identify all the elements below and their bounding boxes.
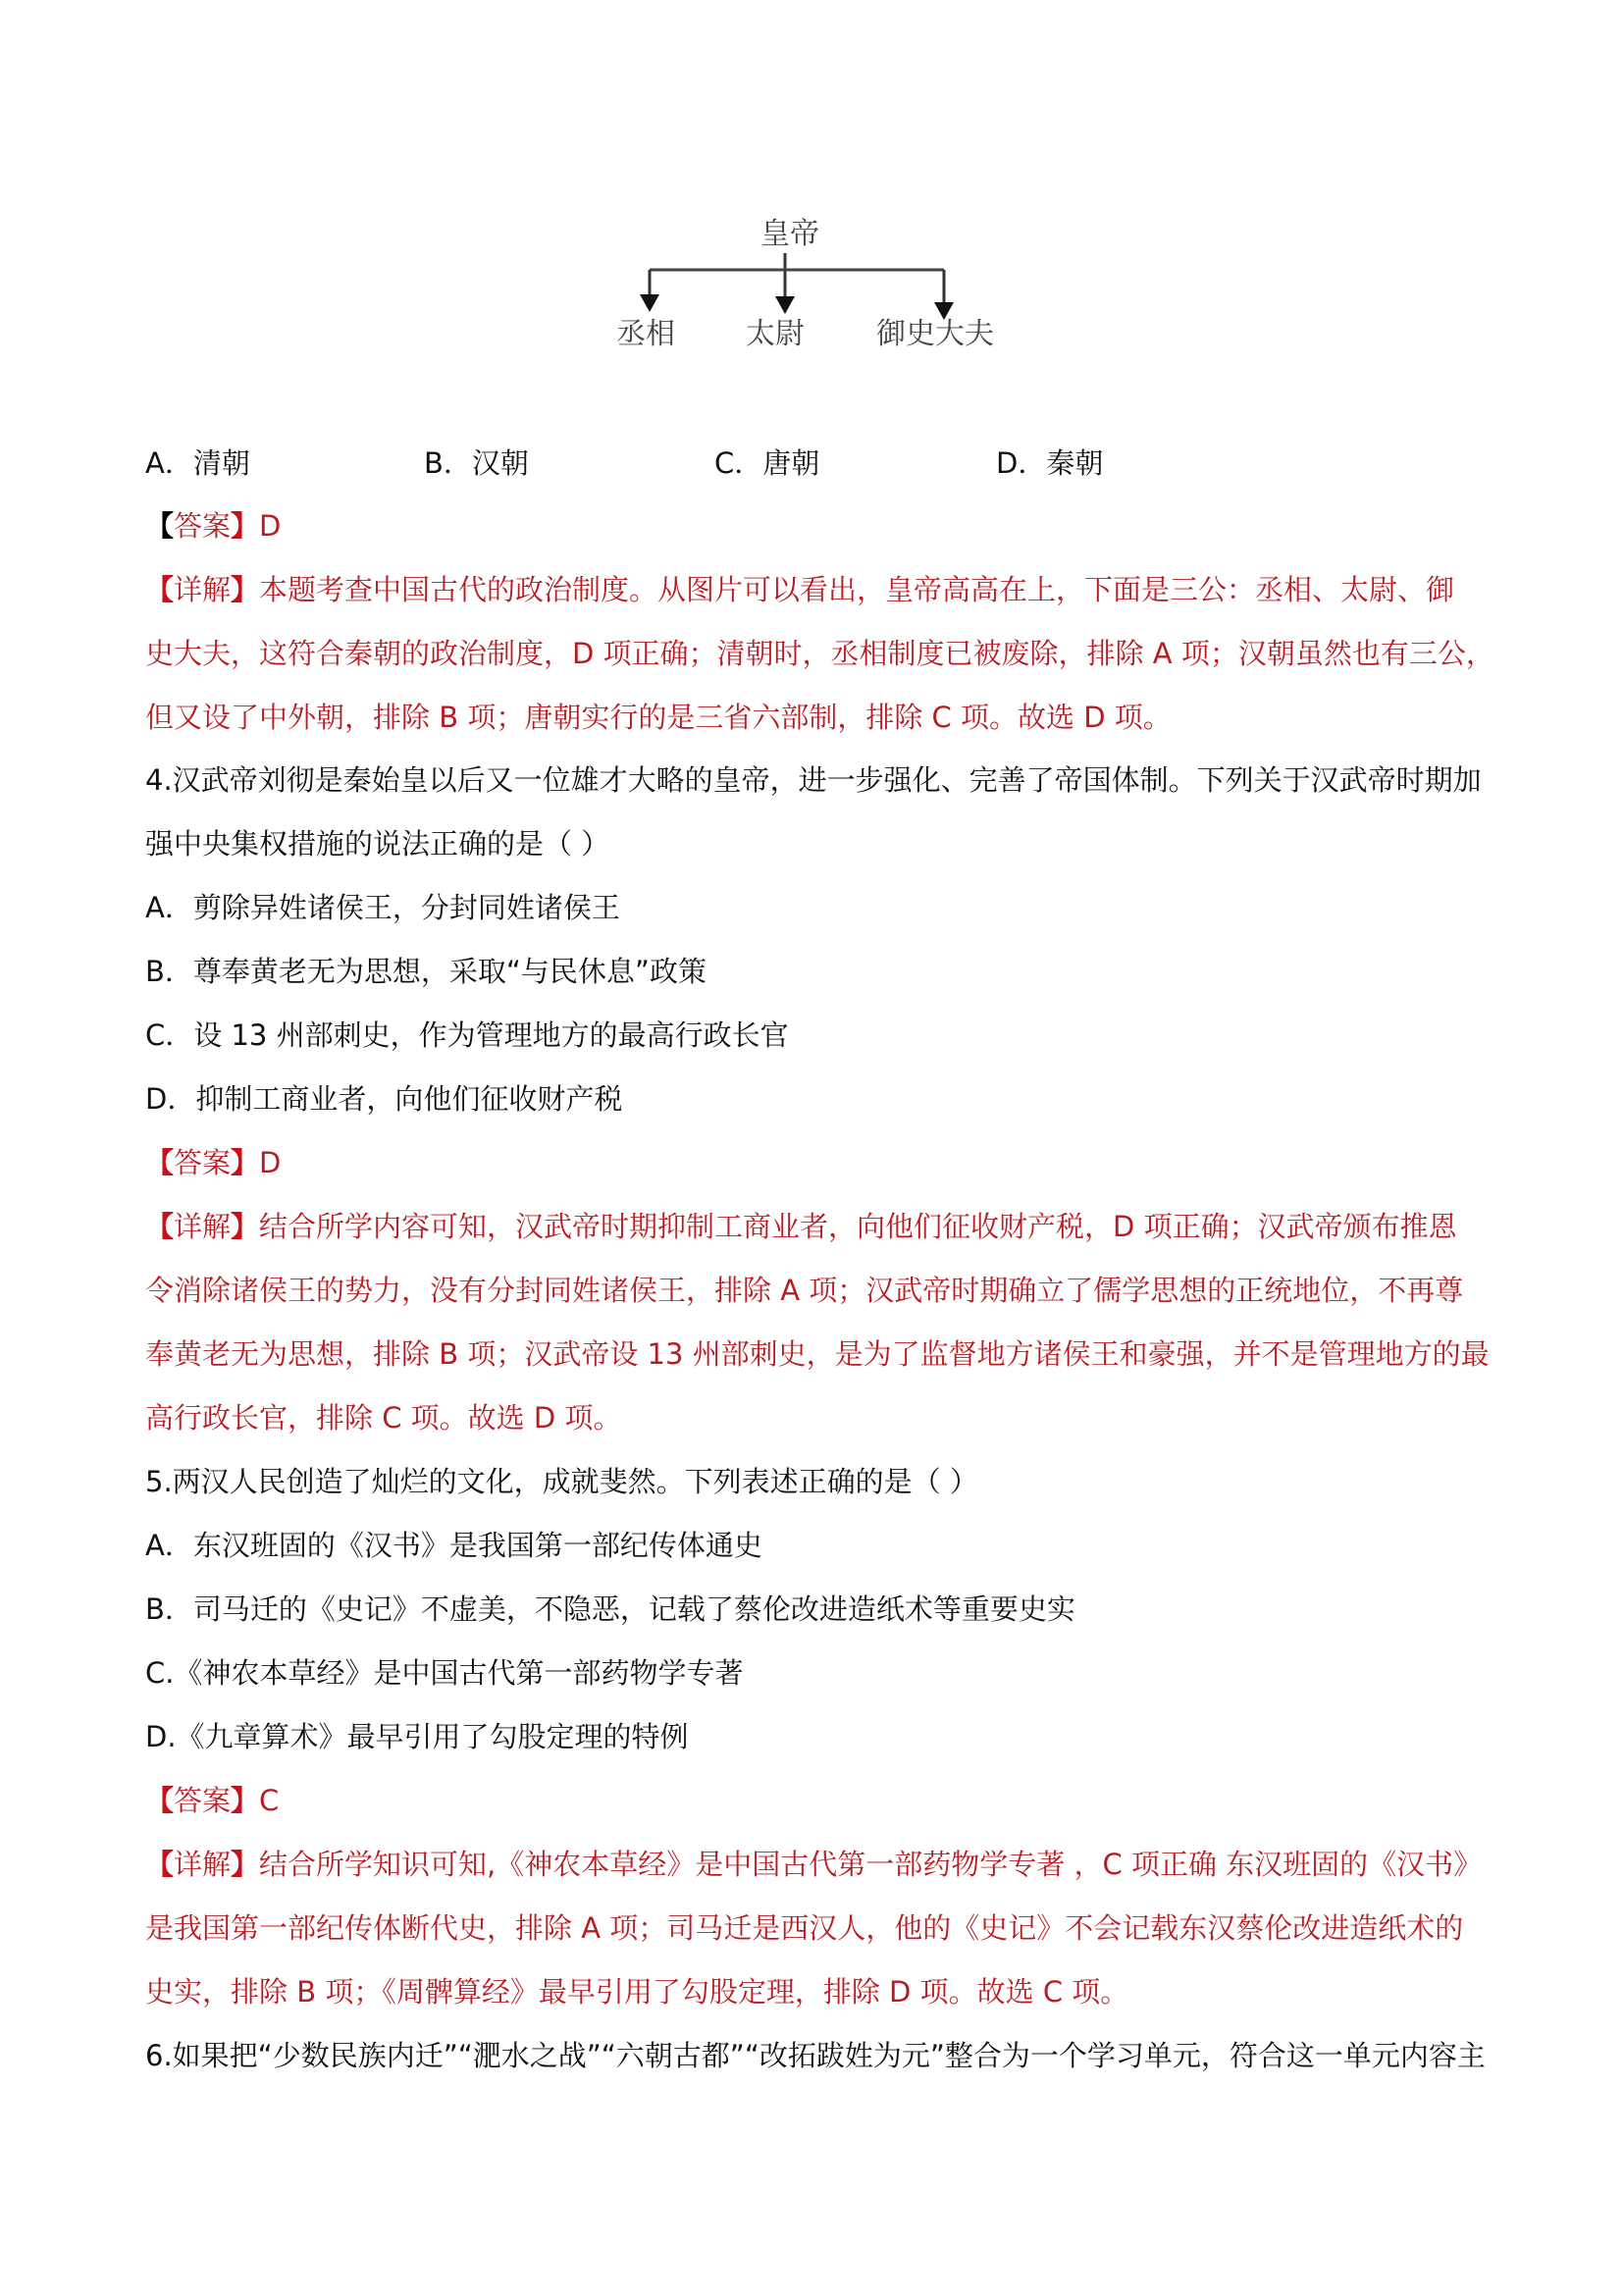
answer-label: 答案 <box>174 509 232 543</box>
q4-explain-line: 高行政长官，排除 C 项。故选 D 项。 <box>145 1401 622 1435</box>
answer-value: C <box>259 1784 280 1817</box>
option-letter: C． <box>714 446 763 480</box>
diagram-root-label: 皇帝 <box>760 217 819 251</box>
q4-stem-line: 4.汉武帝刘彻是秦始皇以后又一位雄才大略的皇帝，进一步强化、完善了帝国体制。下列关于汉武帝时期加 <box>145 763 1482 797</box>
q4-stem-line: 强中央集权措施的说法正确的是（ ） <box>145 827 610 861</box>
q4-option-a[interactable]: A．剪除异姓诸侯王，分封同姓诸侯王 <box>145 891 620 924</box>
explain-label: 详解 <box>174 1210 232 1243</box>
option-letter: A． <box>145 446 193 480</box>
q6-stem: 6.如果把“少数民族内迁”“淝水之战”“六朝古都”“改拓跋姓为元”整合为一个学习单元，符合这一单元内容主 <box>145 2039 1486 2072</box>
q3-explain-line: 史大夫，这符合秦朝的政治制度，D 项正确；清朝时，丞相制度已被废除，排除 A 项；汉朝虽然也有三公， <box>145 637 1494 670</box>
explain-label: 详解 <box>174 1848 232 1881</box>
q4-answer: 【答案】D <box>145 1146 282 1179</box>
option-text: 汉朝 <box>471 446 529 480</box>
q5-option-d[interactable]: D.《九章算术》最早引用了勾股定理的特例 <box>145 1720 689 1753</box>
option-text: 清朝 <box>192 446 250 480</box>
q5-option-a[interactable]: A．东汉班固的《汉书》是我国第一部纪传体通史 <box>145 1529 762 1562</box>
q5-explain-line: 史实，排除 B 项；《周髀算经》最早引用了勾股定理，排除 D 项。故选 C 项。 <box>145 1975 1129 2009</box>
diagram-child-taiwei: 太尉 <box>746 317 805 351</box>
q5-option-b[interactable]: B．司马迁的《史记》不虚美，不隐恶，记载了蔡伦改进造纸术等重要史实 <box>145 1592 1075 1626</box>
answer-label: 答案 <box>174 1146 232 1179</box>
q4-explain-line: 奉黄老无为思想，排除 B 项；汉武帝设 13 州部刺史，是为了监督地方诸侯王和豪强，并不是管理地方的最 <box>145 1337 1490 1371</box>
q4-option-c[interactable]: C．设 13 州部刺史，作为管理地方的最高行政长官 <box>145 1018 789 1052</box>
q5-stem: 5.两汉人民创造了灿烂的文化，成就斐然。下列表述正确的是（ ） <box>145 1465 978 1498</box>
option-text: 秦朝 <box>1046 446 1104 480</box>
explain-label: 详解 <box>174 573 232 606</box>
q5-explain-line: 是我国第一部纪传体断代史，排除 A 项；司马迁是西汉人，他的《史记》不会记载东汉蔡伦改进造纸术的 <box>145 1911 1464 1945</box>
q5-answer: 【答案】C <box>145 1784 280 1817</box>
q3-explain-line: 但又设了中外朝，排除 B 项；唐朝实行的是三省六部制，排除 C 项。故选 D 项。 <box>145 701 1172 734</box>
q3-option-d[interactable] <box>996 444 1103 483</box>
answer-value: D <box>259 1146 282 1179</box>
arrow-down-icon <box>640 294 659 312</box>
q3-option-a[interactable] <box>145 444 250 483</box>
option-text: 唐朝 <box>762 446 820 480</box>
answer-label: 答案 <box>174 1784 232 1817</box>
org-chart-svg <box>589 186 1060 363</box>
q4-explain-line: 令消除诸侯王的势力，没有分封同姓诸侯王，排除 A 项；汉武帝时期确立了儒学思想的正统地位，不再尊 <box>145 1274 1464 1307</box>
q5-option-c[interactable]: C.《神农本草经》是中国古代第一部药物学专著 <box>145 1656 744 1690</box>
q4-option-b[interactable]: B．尊奉黄老无为思想，采取“与民休息”政策 <box>145 955 707 988</box>
q5-explain-line: 【详解】结合所学知识可知,《神农本草经》是中国古代第一部药物学专著 ，C 项正确 东汉班固的《汉书》 <box>145 1848 1483 1881</box>
q3-option-c[interactable] <box>714 444 819 483</box>
option-letter: B． <box>424 446 472 480</box>
answer-value: D <box>259 509 282 543</box>
q3-explain-line: 【详解】本题考查中国古代的政治制度。从图片可以看出，皇帝高高在上，下面是三公：丞相、太尉、御 <box>145 573 1455 606</box>
option-letter: D． <box>996 446 1047 480</box>
q3-option-b[interactable] <box>424 444 529 483</box>
arrow-down-icon <box>775 296 795 314</box>
q4-explain-line: 【详解】结合所学内容可知，汉武帝时期抑制工商业者，向他们征收财产税，D 项正确；汉武帝颁布推恩 <box>145 1210 1457 1243</box>
diagram-child-chancellor: 丞相 <box>616 317 675 351</box>
diagram-child-yushidafu: 御史大夫 <box>876 317 994 351</box>
q4-option-d[interactable]: D．抑制工商业者，向他们征收财产税 <box>145 1082 623 1116</box>
q3-answer: 【答案】D <box>145 509 282 543</box>
org-chart-diagram <box>589 186 1060 363</box>
